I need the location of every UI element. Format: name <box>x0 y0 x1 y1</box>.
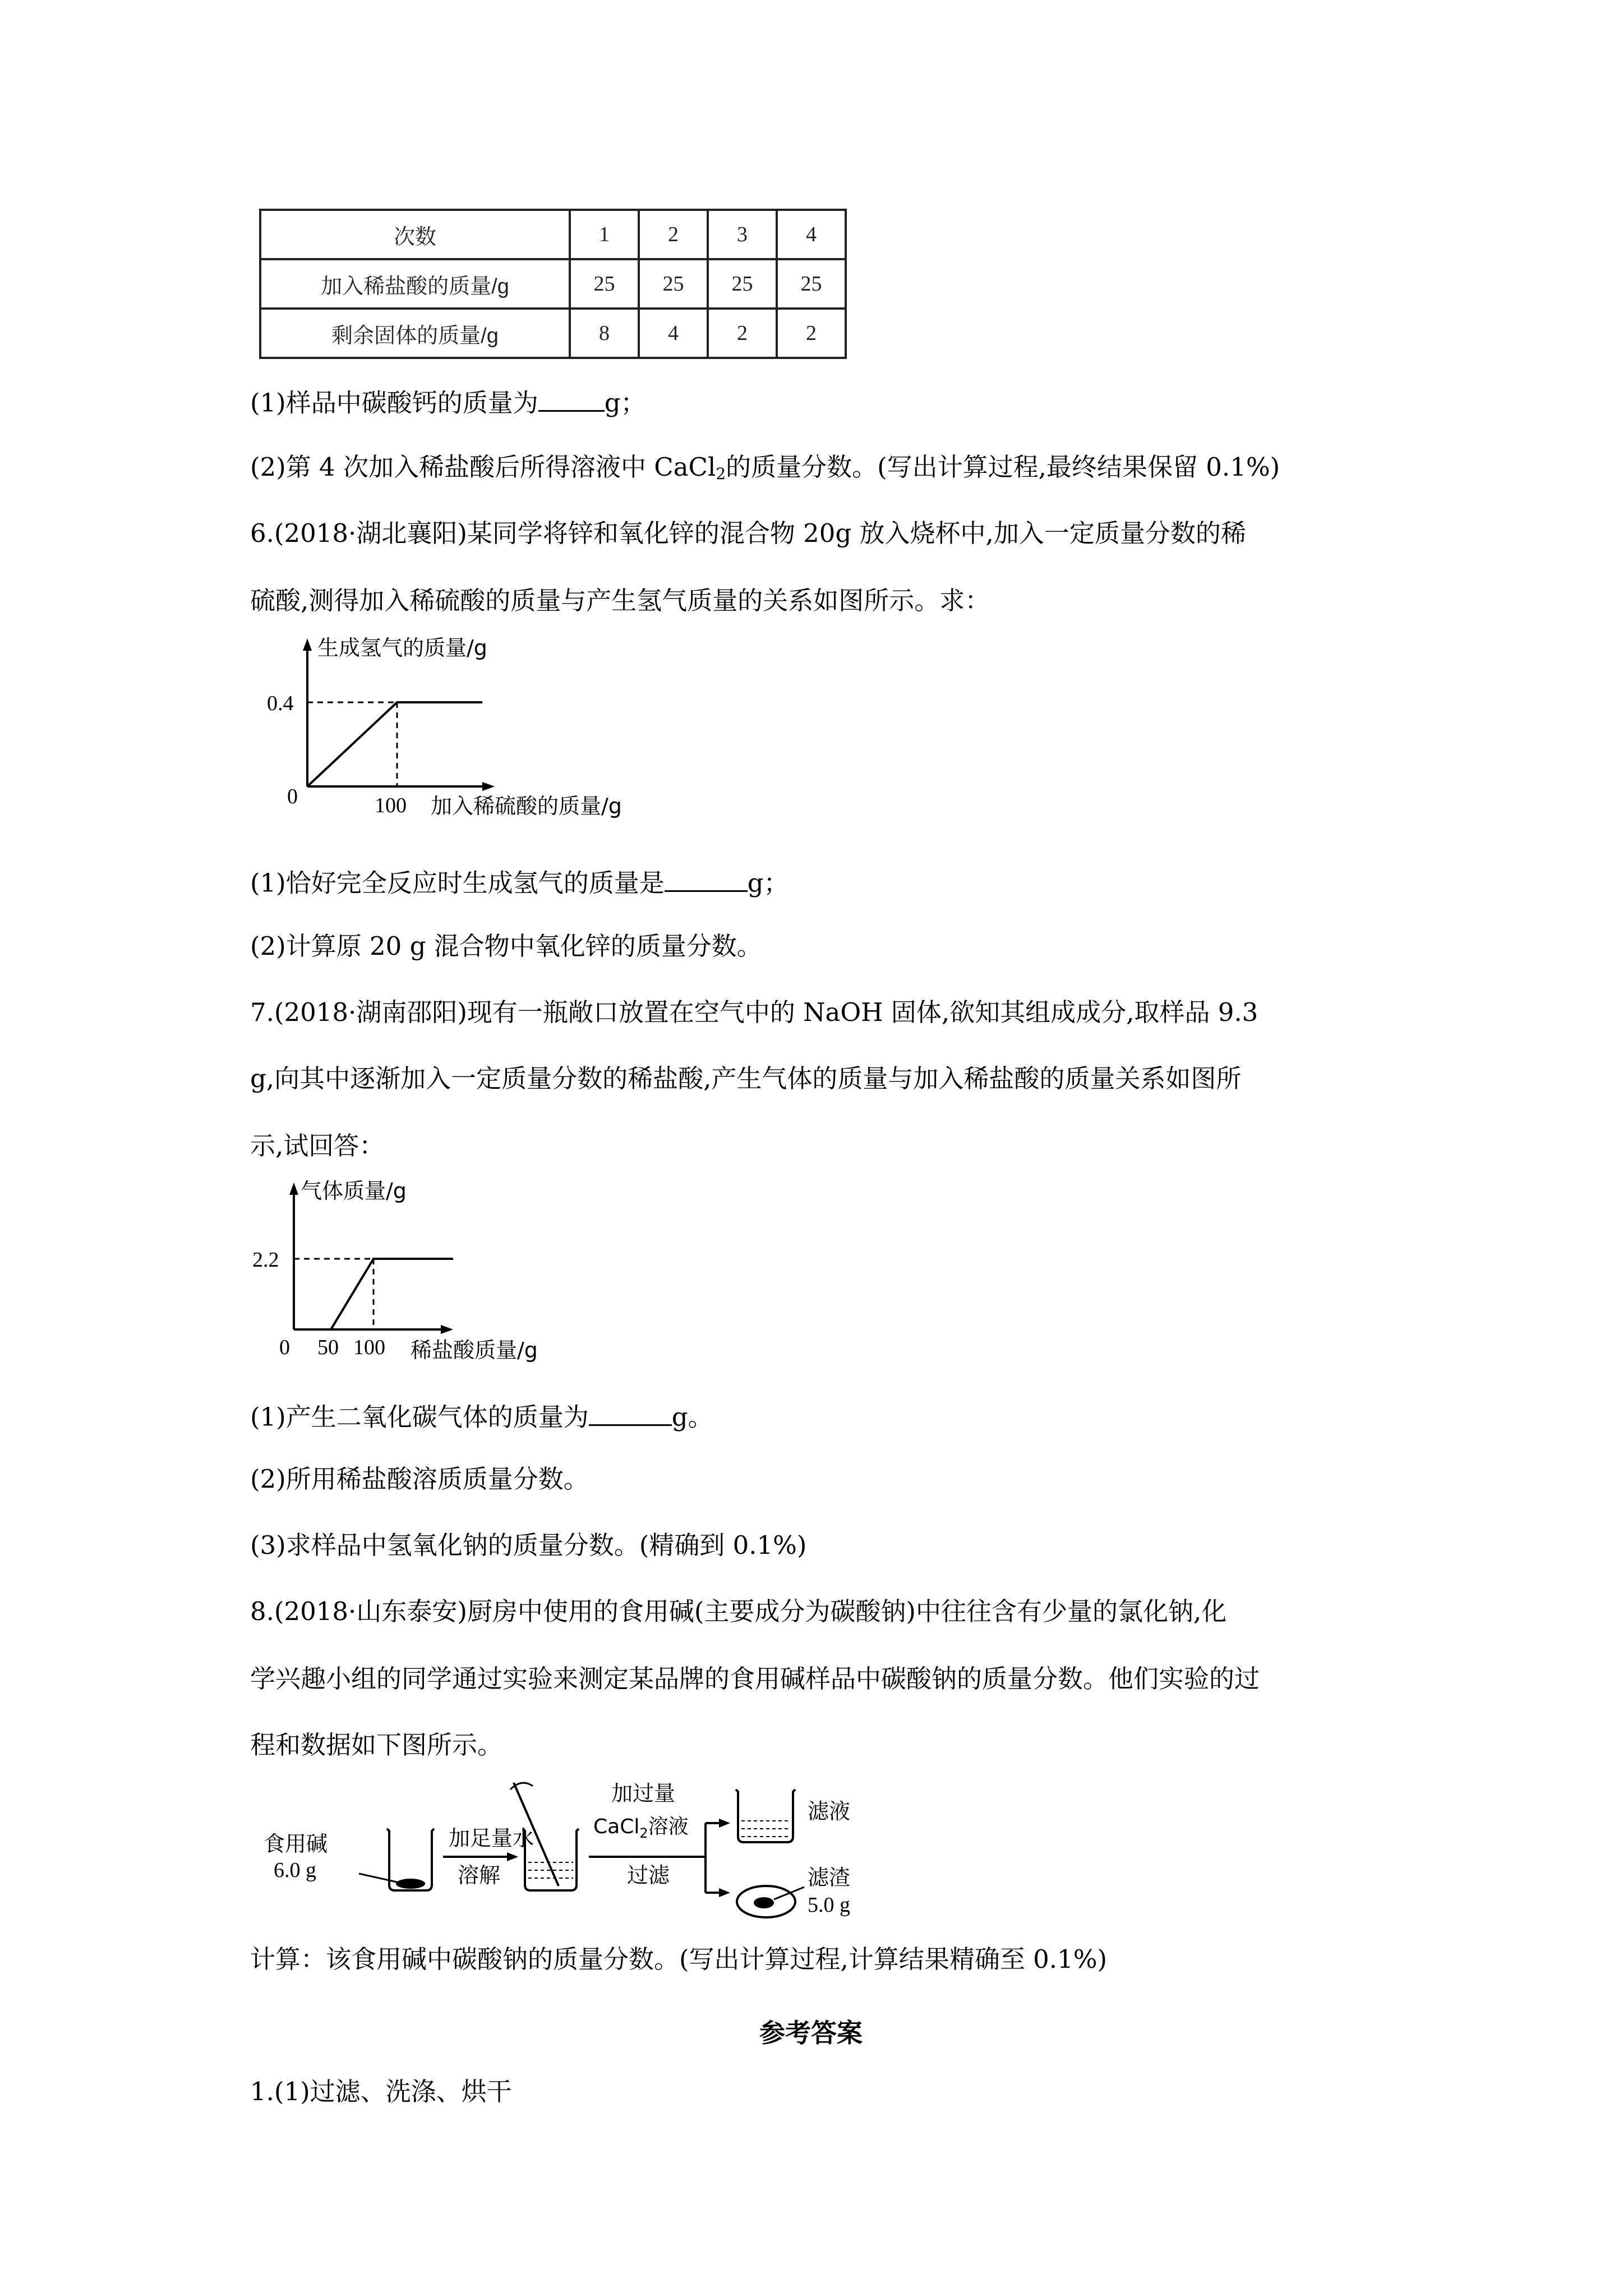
hydrogen-curve <box>307 702 482 786</box>
filtrate-label: 滤液 <box>808 1799 851 1824</box>
q5-part2-text-end: 的质量分数。(写出计算过程,最终结果保留 0.1%) <box>726 452 1280 482</box>
sample-mass: 6.0 g <box>274 1858 316 1882</box>
table-cell: 8 <box>570 309 639 358</box>
results-table <box>259 209 847 359</box>
subscript: 2 <box>716 464 726 484</box>
table-cell: 25 <box>708 259 777 309</box>
q6-stem-line2: 硫酸,测得加入稀硫酸的质量与产生氢气质量的关系如图所示。求： <box>250 586 990 615</box>
table-cell: 加入稀盐酸的质量/g <box>260 259 570 309</box>
x-tick-label: 50 <box>317 1336 339 1359</box>
table-cell: 2 <box>708 309 777 358</box>
q7-part2: (2)所用稀盐酸溶质质量分数。 <box>250 1464 589 1494</box>
origin-label: 0 <box>287 785 298 808</box>
answer-blank <box>538 387 605 412</box>
x-axis-label: 加入稀硫酸的质量/g <box>431 794 622 818</box>
q6-graph <box>247 628 673 830</box>
y-tick-label: 2.2 <box>252 1248 279 1272</box>
answer-blank <box>589 1401 672 1426</box>
table-cell: 次数 <box>260 210 570 259</box>
x-axis-arrow-icon <box>482 782 495 791</box>
step1-label-top: 加足量水 <box>449 1826 534 1851</box>
table-cell: 25 <box>570 259 639 309</box>
q6-part1 <box>250 867 789 896</box>
q7-part3: (3)求样品中氢氧化钠的质量分数。(精确到 0.1%) <box>250 1530 807 1560</box>
answer-1: 1.(1)过滤、洗涤、烘干 <box>250 2077 512 2106</box>
q7-part1 <box>250 1401 713 1430</box>
q8-stem-line3: 程和数据如下图所示。 <box>250 1730 503 1760</box>
answers-heading: 参考答案 <box>759 2018 863 2048</box>
table-cell: 剩余固体的质量/g <box>260 309 570 358</box>
q8-stem-line2: 学兴趣小组的同学通过实验来测定某品牌的食用碱样品中碳酸钠的质量分数。他们实验的过 <box>250 1664 1260 1694</box>
x-tick-label: 100 <box>375 794 407 817</box>
x-axis-label: 稀盐酸质量/g <box>411 1338 538 1363</box>
table-row <box>260 309 846 358</box>
q6-part1-unit: g； <box>747 868 789 898</box>
q7-stem-line2: g,向其中逐渐加入一定质量分数的稀盐酸,产生气体的质量与加入稀盐酸的质量关系如图所 <box>250 1064 1242 1093</box>
residue-label: 滤渣 <box>808 1865 851 1890</box>
q6-part1-text: (1)恰好完全反应时生成氢气的质量是 <box>250 868 665 898</box>
step1-label-bottom: 溶解 <box>458 1863 501 1888</box>
q7-part1-unit: g。 <box>671 1402 713 1432</box>
q8-experiment-diagram <box>252 1767 897 1935</box>
answer-blank <box>665 867 748 892</box>
q8-stem-line1: 8.(2018·山东泰安)厨房中使用的食用碱(主要成分为碳酸钠)中往往含有少量的氯化钠,化 <box>250 1596 1227 1626</box>
q7-stem-line3: 示,试回答： <box>250 1131 385 1161</box>
q7-graph <box>247 1172 594 1374</box>
step2-label-bottom: 过滤 <box>627 1863 670 1888</box>
q5-part2 <box>250 454 1280 482</box>
table-cell: 4 <box>777 210 846 259</box>
residue-dish-icon <box>737 1886 804 1917</box>
y-axis-label: 气体质量/g <box>301 1179 407 1203</box>
x-tick-label: 100 <box>353 1336 385 1359</box>
q6-part2: (2)计算原 20 g 混合物中氧化锌的质量分数。 <box>250 931 762 961</box>
q5-part1-unit: g； <box>604 388 646 418</box>
y-axis-arrow-icon <box>289 1182 298 1195</box>
branch-arrow-icon <box>706 1819 730 1897</box>
gas-curve <box>331 1259 453 1329</box>
origin-label: 0 <box>279 1336 290 1359</box>
table-cell: 1 <box>570 210 639 259</box>
table-cell: 2 <box>777 309 846 358</box>
q5-part1 <box>250 387 646 416</box>
step-arrow-icon <box>443 1852 518 1861</box>
y-tick-label: 0.4 <box>267 692 294 715</box>
y-axis-label: 生成氢气的质量/g <box>317 636 487 660</box>
q5-part1-text: (1)样品中碳酸钙的质量为 <box>250 388 538 418</box>
q8-calc: 计算：该食用碱中碳酸钠的质量分数。(写出计算过程,计算结果精确至 0.1%) <box>250 1944 1108 1974</box>
table-row <box>260 259 846 309</box>
q6-stem-line1: 6.(2018·湖北襄阳)某同学将锌和氧化锌的混合物 20g 放入烧杯中,加入一定质量分数的稀 <box>250 518 1246 548</box>
q7-stem-line1: 7.(2018·湖南邵阳)现有一瓶敞口放置在空气中的 NaOH 固体,欲知其组成成分,取样品 9.3 <box>250 997 1258 1027</box>
table-cell: 25 <box>777 259 846 309</box>
y-axis-arrow-icon <box>303 638 312 651</box>
step2-label-top: 加过量 <box>611 1781 676 1806</box>
residue-mass: 5.0 g <box>808 1893 850 1917</box>
q5-part2-text: (2)第 4 次加入稀盐酸后所得溶液中 CaCl <box>250 452 716 482</box>
sample-label: 食用碱 <box>264 1832 328 1856</box>
table-row <box>260 210 846 259</box>
table-cell: 4 <box>639 309 708 358</box>
table-cell: 2 <box>639 210 708 259</box>
x-axis-arrow-icon <box>441 1325 453 1334</box>
filtrate-beaker-icon <box>736 1789 795 1842</box>
step2-label-mid: CaCl$_2$溶液 <box>593 1815 689 1841</box>
beaker-1-icon <box>359 1829 434 1890</box>
table-cell: 25 <box>639 259 708 309</box>
q7-part1-text: (1)产生二氧化碳气体的质量为 <box>250 1402 589 1432</box>
table-cell: 3 <box>708 210 777 259</box>
